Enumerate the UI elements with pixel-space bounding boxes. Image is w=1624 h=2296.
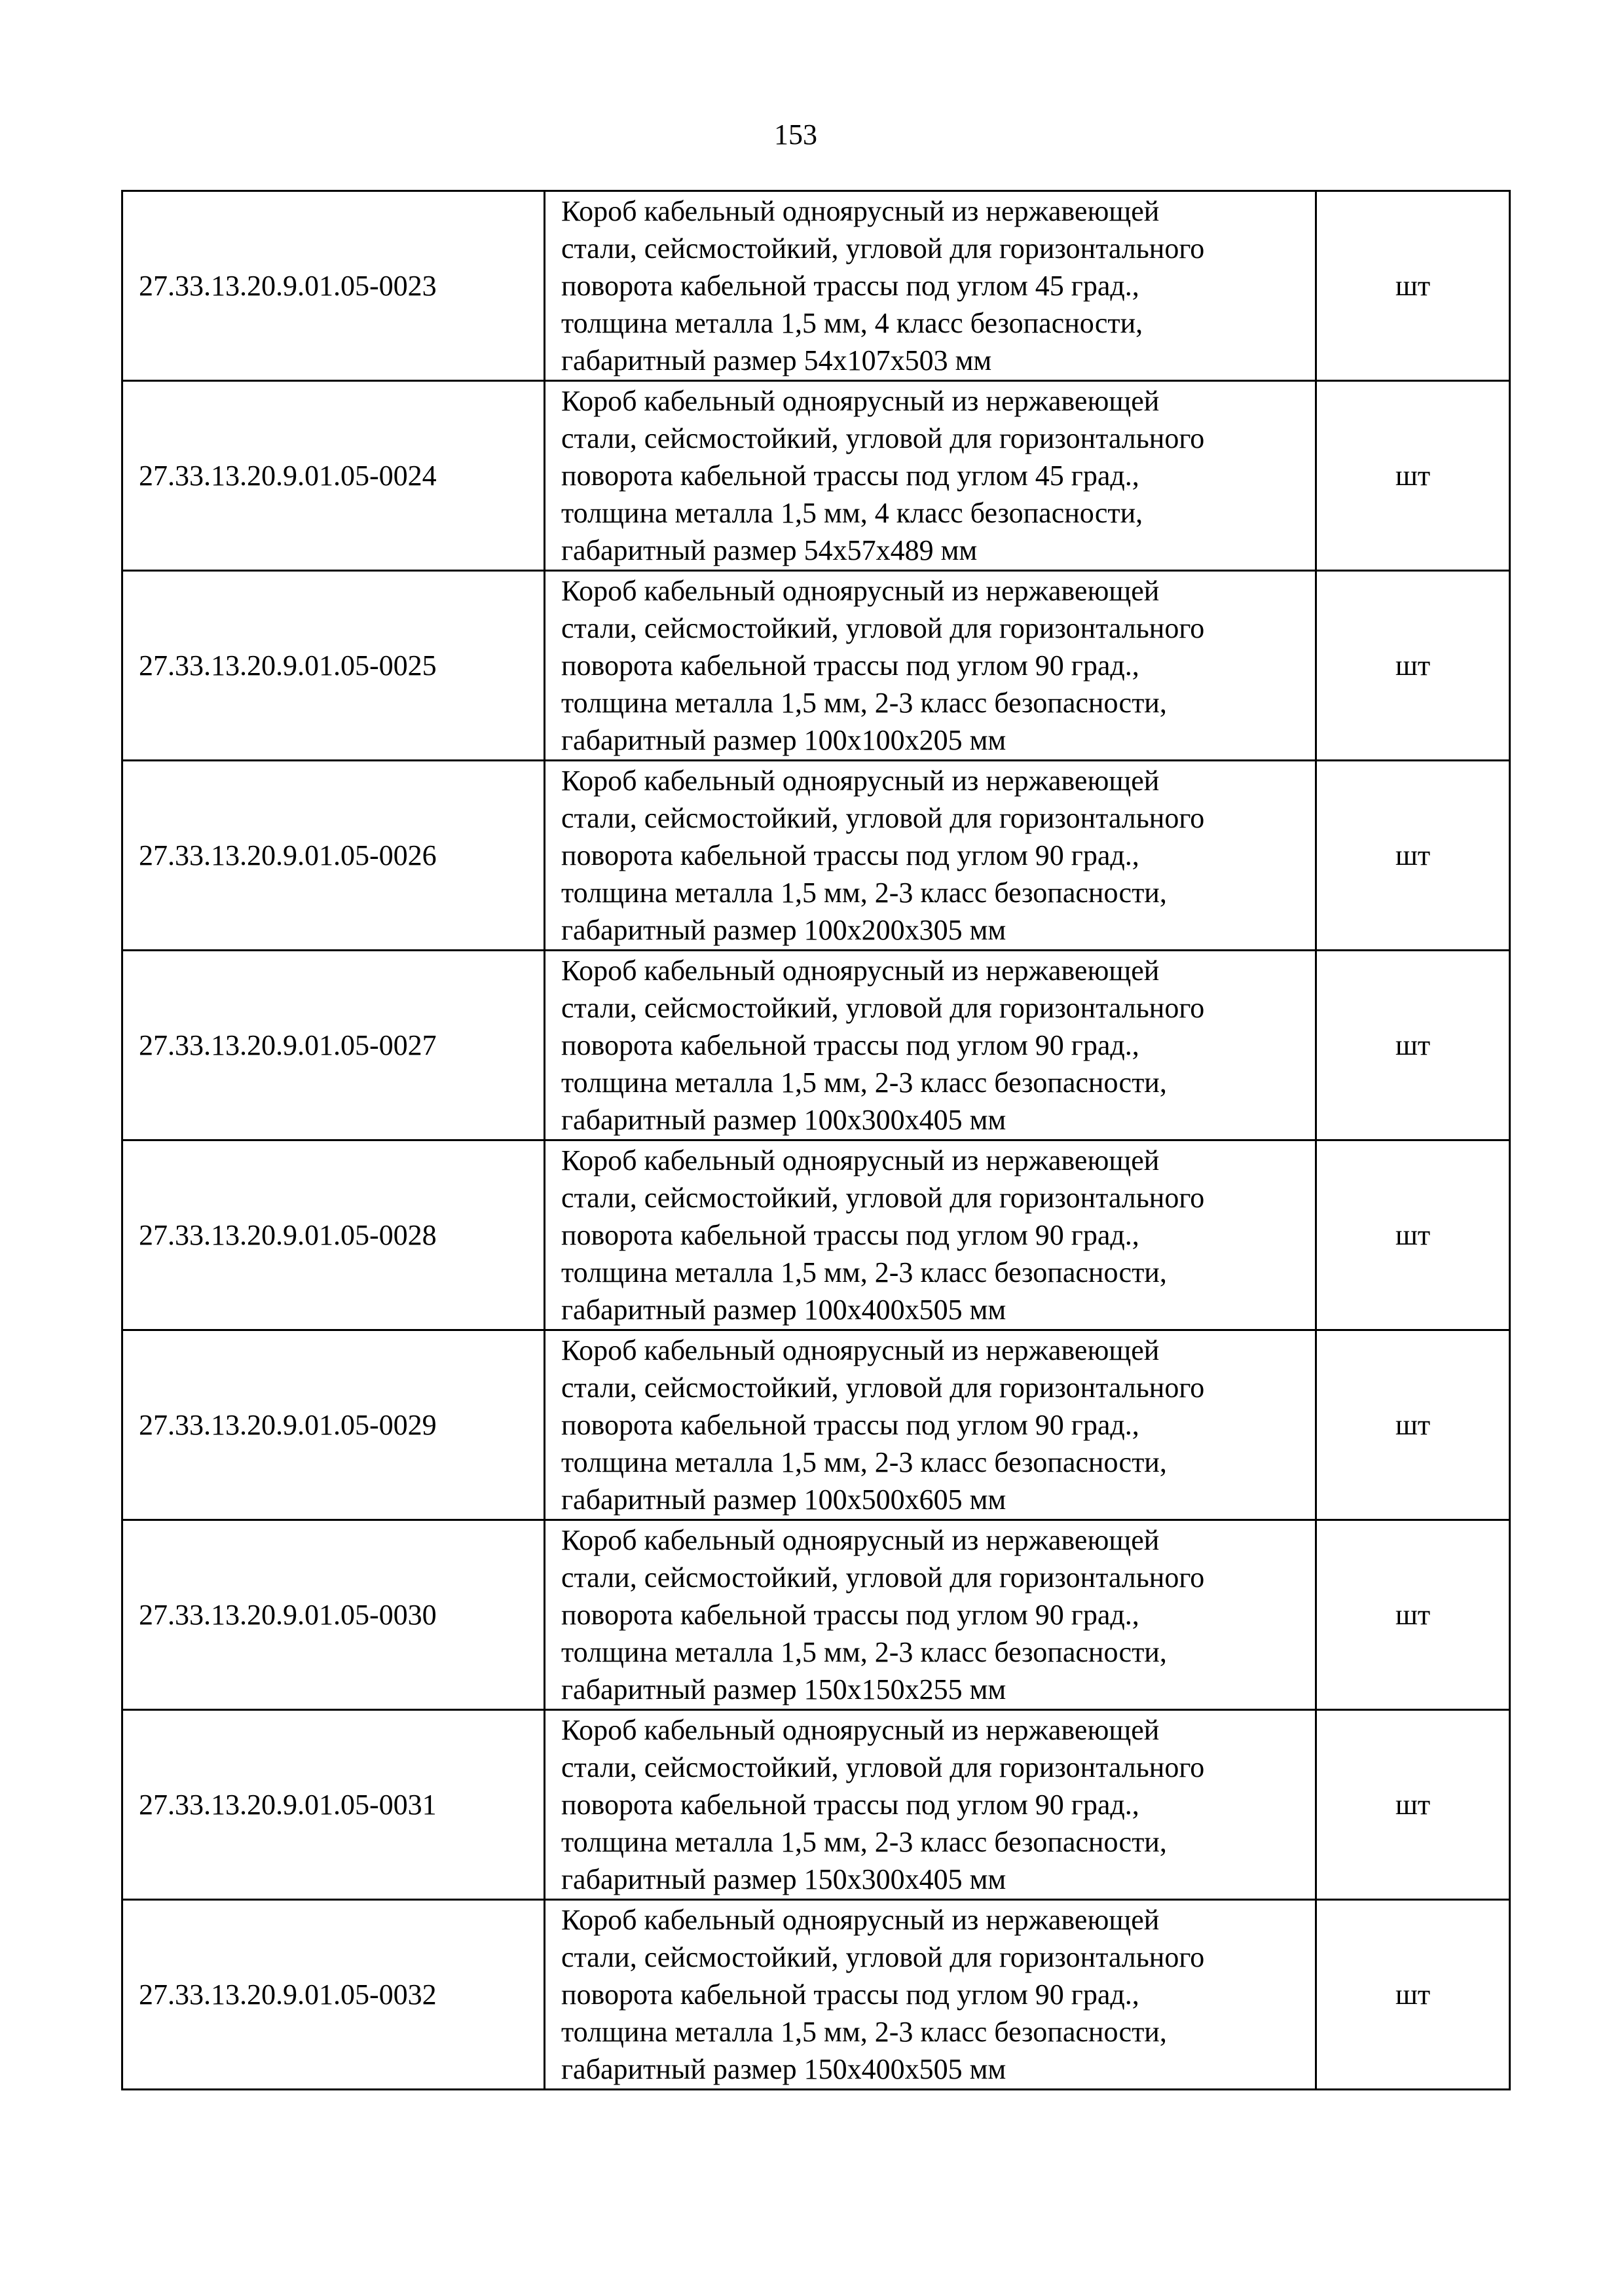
resource-code-cell: 27.33.13.20.9.01.05-0024	[122, 381, 545, 571]
description-line: габаритный размер 54х107х503 мм	[561, 344, 992, 376]
description-line: габаритный размер 150х300х405 мм	[561, 1863, 1006, 1895]
description-line: габаритный размер 100х300х405 мм	[561, 1104, 1006, 1136]
table-row	[122, 381, 1510, 571]
description-line: поворота кабельной трассы под углом 90 град.,	[561, 1219, 1139, 1251]
unit-cell: шт	[1316, 1140, 1510, 1330]
description-line: поворота кабельной трассы под углом 90 град.,	[561, 1409, 1139, 1441]
unit-cell: шт	[1316, 381, 1510, 571]
table-row	[122, 951, 1510, 1140]
resource-description-cell	[545, 381, 1316, 571]
unit-cell: шт	[1316, 191, 1510, 381]
resource-code-cell: 27.33.13.20.9.01.05-0030	[122, 1520, 545, 1710]
description-line: стали, сейсмостойкий, угловой для горизонтального	[561, 422, 1205, 454]
resource-code-cell: 27.33.13.20.9.01.05-0023	[122, 191, 545, 381]
description-line: Короб кабельный одноярусный из нержавеющей	[561, 385, 1160, 417]
resource-code-cell: 27.33.13.20.9.01.05-0031	[122, 1710, 545, 1900]
resource-table	[121, 190, 1511, 2090]
resource-table-body	[122, 191, 1510, 2090]
resource-code-cell: 27.33.13.20.9.01.05-0025	[122, 571, 545, 761]
description-line: Короб кабельный одноярусный из нержавеющей	[561, 1904, 1160, 1936]
resource-code-cell: 27.33.13.20.9.01.05-0032	[122, 1900, 545, 2090]
description-line: толщина металла 1,5 мм, 4 класс безопасности,	[561, 497, 1143, 529]
description-line: толщина металла 1,5 мм, 2-3 класс безопасности,	[561, 1446, 1167, 1478]
description-line: Короб кабельный одноярусный из нержавеющей	[561, 195, 1160, 227]
description-line: габаритный размер 100х400х505 мм	[561, 1294, 1006, 1326]
description-line: стали, сейсмостойкий, угловой для горизонтального	[561, 1561, 1205, 1594]
table-row	[122, 1140, 1510, 1330]
unit-cell: шт	[1316, 761, 1510, 951]
description-line: поворота кабельной трассы под углом 90 град.,	[561, 1029, 1139, 1061]
resource-description-cell	[545, 191, 1316, 381]
resource-code-cell: 27.33.13.20.9.01.05-0029	[122, 1330, 545, 1520]
resource-description-cell	[545, 1900, 1316, 2090]
resource-description-cell	[545, 1710, 1316, 1900]
description-line: толщина металла 1,5 мм, 2-3 класс безопасности,	[561, 2016, 1167, 2048]
description-line: Короб кабельный одноярусный из нержавеющей	[561, 955, 1160, 987]
resource-code-cell: 27.33.13.20.9.01.05-0028	[122, 1140, 545, 1330]
description-line: стали, сейсмостойкий, угловой для горизонтального	[561, 232, 1205, 264]
resource-description-cell	[545, 1520, 1316, 1710]
table-row	[122, 1900, 1510, 2090]
resource-description-cell	[545, 761, 1316, 951]
description-line: стали, сейсмостойкий, угловой для горизонтального	[561, 612, 1205, 644]
description-line: стали, сейсмостойкий, угловой для горизонтального	[561, 1182, 1205, 1214]
description-line: поворота кабельной трассы под углом 90 град.,	[561, 839, 1139, 871]
unit-cell: шт	[1316, 1520, 1510, 1710]
description-line: стали, сейсмостойкий, угловой для горизонтального	[561, 992, 1205, 1024]
resource-description-cell	[545, 951, 1316, 1140]
description-line: стали, сейсмостойкий, угловой для горизонтального	[561, 1941, 1205, 1973]
unit-cell: шт	[1316, 1330, 1510, 1520]
description-line: Короб кабельный одноярусный из нержавеющей	[561, 1144, 1160, 1176]
description-line: поворота кабельной трассы под углом 90 град.,	[561, 1978, 1139, 2011]
description-line: поворота кабельной трассы под углом 90 град.,	[561, 1599, 1139, 1631]
description-line: поворота кабельной трассы под углом 90 град.,	[561, 1789, 1139, 1821]
description-line: Короб кабельный одноярусный из нержавеющей	[561, 1714, 1160, 1746]
description-line: толщина металла 1,5 мм, 4 класс безопасности,	[561, 307, 1143, 339]
description-line: Короб кабельный одноярусный из нержавеющей	[561, 765, 1160, 797]
table-row	[122, 1710, 1510, 1900]
description-line: толщина металла 1,5 мм, 2-3 класс безопасности,	[561, 687, 1167, 719]
resource-description-cell	[545, 1330, 1316, 1520]
page-number: 153	[774, 118, 817, 151]
unit-cell: шт	[1316, 1900, 1510, 2090]
description-line: поворота кабельной трассы под углом 90 град.,	[561, 649, 1139, 682]
description-line: стали, сейсмостойкий, угловой для горизонтального	[561, 1751, 1205, 1783]
description-line: поворота кабельной трассы под углом 45 град.,	[561, 270, 1139, 302]
description-line: габаритный размер 100х200х305 мм	[561, 914, 1006, 946]
description-line: габаритный размер 150х150х255 мм	[561, 1673, 1006, 1705]
table-row	[122, 191, 1510, 381]
description-line: габаритный размер 150х400х505 мм	[561, 2053, 1006, 2085]
description-line: толщина металла 1,5 мм, 2-3 класс безопасности,	[561, 1256, 1167, 1288]
resource-code-cell: 27.33.13.20.9.01.05-0026	[122, 761, 545, 951]
description-line: Короб кабельный одноярусный из нержавеющей	[561, 575, 1160, 607]
description-line: толщина металла 1,5 мм, 2-3 класс безопасности,	[561, 1636, 1167, 1668]
table-row	[122, 571, 1510, 761]
resource-code-cell: 27.33.13.20.9.01.05-0027	[122, 951, 545, 1140]
description-line: толщина металла 1,5 мм, 2-3 класс безопасности,	[561, 1066, 1167, 1099]
description-line: стали, сейсмостойкий, угловой для горизонтального	[561, 1372, 1205, 1404]
table-row	[122, 1520, 1510, 1710]
description-line: Короб кабельный одноярусный из нержавеющей	[561, 1334, 1160, 1366]
table-row	[122, 1330, 1510, 1520]
description-line: стали, сейсмостойкий, угловой для горизонтального	[561, 802, 1205, 834]
unit-cell: шт	[1316, 1710, 1510, 1900]
description-line: габаритный размер 100х500х605 мм	[561, 1484, 1006, 1516]
description-line: Короб кабельный одноярусный из нержавеющей	[561, 1524, 1160, 1556]
unit-cell: шт	[1316, 571, 1510, 761]
resource-description-cell	[545, 571, 1316, 761]
unit-cell: шт	[1316, 951, 1510, 1140]
description-line: толщина металла 1,5 мм, 2-3 класс безопасности,	[561, 877, 1167, 909]
resource-description-cell	[545, 1140, 1316, 1330]
description-line: габаритный размер 54х57х489 мм	[561, 534, 978, 566]
description-line: толщина металла 1,5 мм, 2-3 класс безопасности,	[561, 1826, 1167, 1858]
table-row	[122, 761, 1510, 951]
description-line: габаритный размер 100х100х205 мм	[561, 724, 1006, 756]
description-line: поворота кабельной трассы под углом 45 град.,	[561, 460, 1139, 492]
